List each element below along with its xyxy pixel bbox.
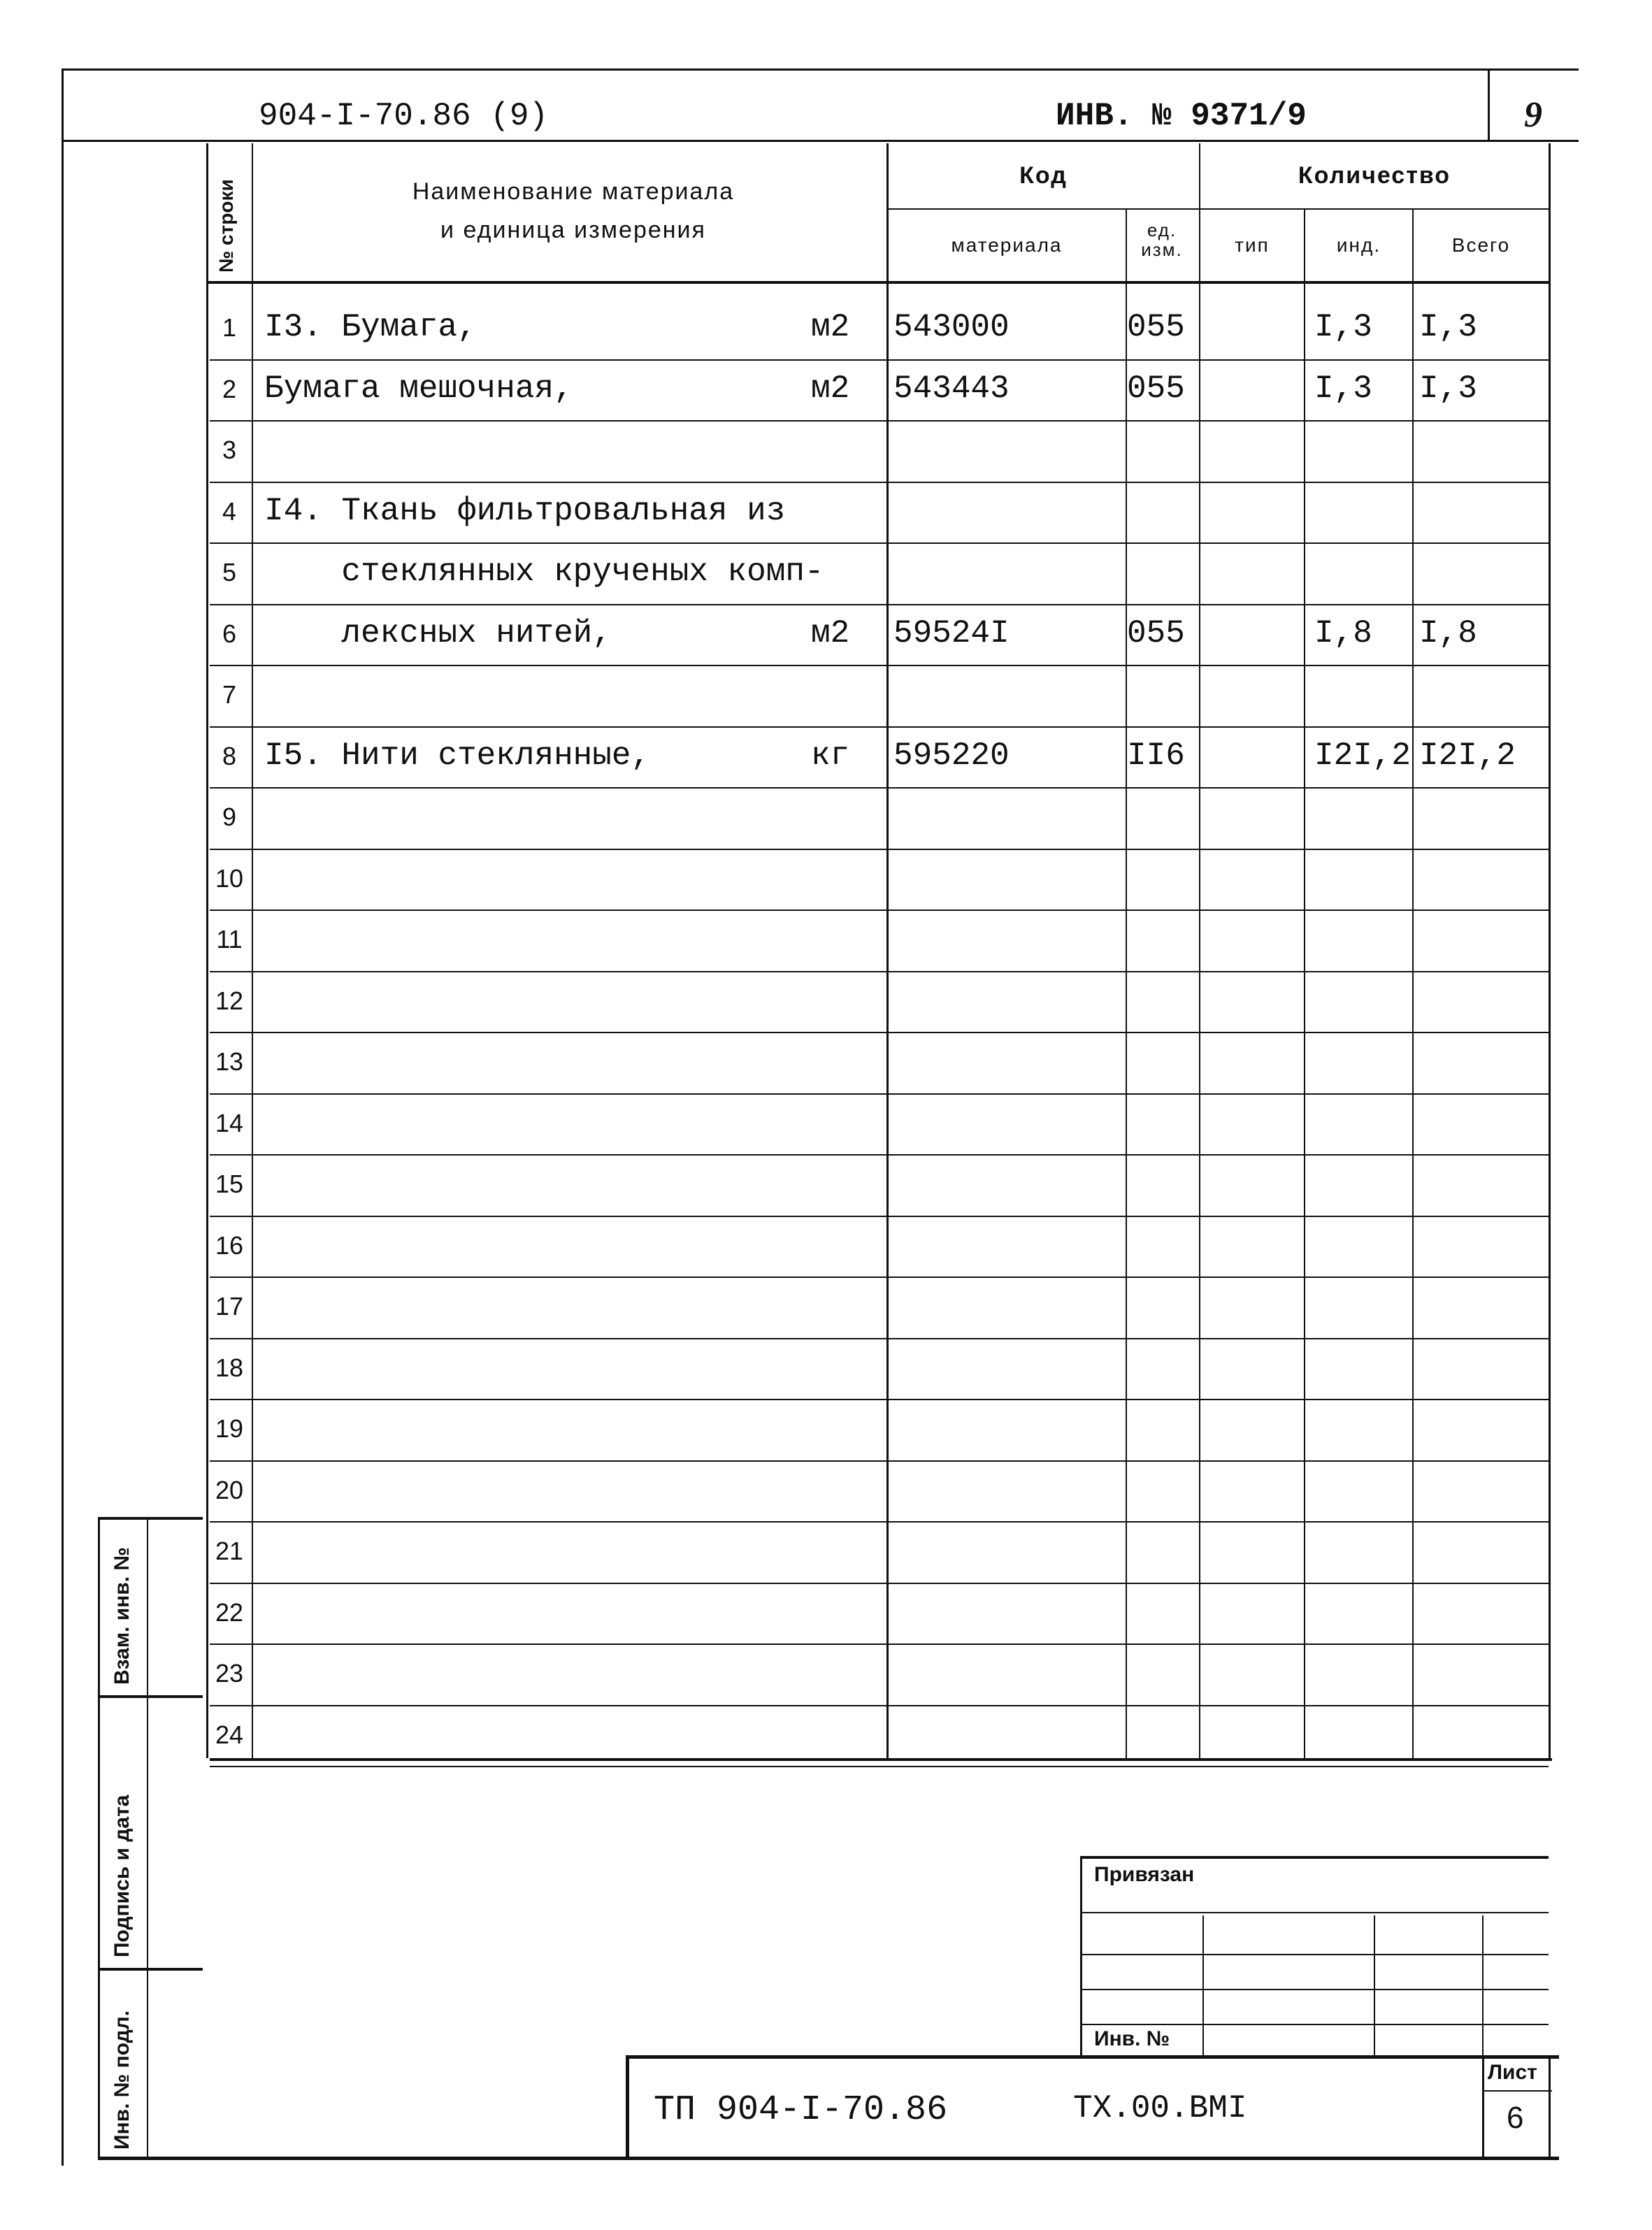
unit-code: 055	[1127, 614, 1185, 652]
row-separator	[210, 359, 1549, 361]
code-header: Код	[1019, 162, 1068, 189]
qty-total: I,3	[1419, 370, 1477, 407]
qty-ind-header: инд.	[1336, 234, 1381, 256]
row-separator	[210, 1583, 1549, 1584]
row-number: 14	[215, 1108, 244, 1137]
row-separator	[210, 1276, 1549, 1278]
material-code: 543443	[893, 370, 1010, 407]
row-separator	[210, 726, 1549, 728]
name-header-line1: Наименование материала	[412, 178, 735, 205]
row-separator	[210, 1032, 1549, 1033]
row-separator	[210, 1766, 1549, 1767]
binding-inv-label: Инв. №	[1094, 2027, 1170, 2050]
material-name: I3. Бумага,	[264, 309, 477, 345]
row-separator	[210, 604, 1549, 605]
row-number: 4	[222, 496, 237, 526]
unit-code: 055	[1127, 370, 1185, 407]
qty-header: Количество	[1298, 162, 1451, 189]
row-separator	[210, 1093, 1549, 1095]
sheet-number: 6	[1507, 2101, 1524, 2135]
row-separator	[210, 787, 1549, 789]
qty-total-header: Всего	[1451, 234, 1511, 256]
row-number: 10	[215, 863, 244, 893]
material-code: 543000	[893, 309, 1010, 345]
title-doc-number: ТП 904-I-70.86	[654, 2090, 948, 2130]
row-number: 20	[215, 1475, 244, 1504]
signature-date-label: Подпись и дата	[110, 1794, 134, 1957]
row-number: 2	[222, 374, 237, 403]
row-number: 18	[215, 1353, 244, 1382]
unit-of-measure: м2	[811, 309, 850, 345]
row-separator	[210, 849, 1549, 850]
code-material-header: материала	[951, 234, 1063, 256]
unit-of-measure: м2	[811, 370, 850, 407]
row-separator	[210, 542, 1549, 544]
row-number: 13	[215, 1047, 244, 1076]
row-number: 21	[215, 1537, 244, 1565]
inventory-number: ИНВ. № 9371/9	[1056, 98, 1307, 134]
row-separator	[210, 420, 1549, 422]
row-separator	[210, 1216, 1549, 1217]
code-unit-header: ед. изм.	[1141, 220, 1183, 260]
row-separator	[210, 1643, 1549, 1645]
row-number: 6	[222, 619, 237, 648]
unit-of-measure: кг	[811, 737, 850, 774]
name-header-line2: и единица измерения	[440, 217, 706, 243]
row-separator	[210, 1338, 1549, 1339]
row-number: 22	[215, 1597, 244, 1627]
row-number: 24	[215, 1720, 244, 1749]
row-number: 11	[216, 925, 243, 954]
material-code: 59524I	[893, 614, 1010, 652]
row-number: 3	[222, 436, 237, 464]
row-separator	[210, 971, 1549, 972]
row-number: 15	[215, 1170, 244, 1198]
row-number: 7	[222, 680, 237, 709]
row-separator	[210, 665, 1549, 666]
row-number: 12	[215, 986, 244, 1015]
row-number: 19	[215, 1414, 244, 1443]
qty-ind: I,8	[1314, 614, 1372, 652]
material-name: Бумага мешочная,	[264, 370, 573, 407]
row-separator	[210, 1154, 1549, 1156]
material-name: стеклянных крученых комп-	[264, 554, 824, 590]
replace-inv-label: Взам. инв. №	[110, 1547, 134, 1685]
row-number: 9	[222, 803, 237, 831]
qty-ind: I2I,2	[1314, 737, 1412, 774]
rownum-header: № строки	[215, 179, 237, 273]
row-number: 1	[222, 313, 237, 342]
row-number: 8	[222, 741, 237, 770]
page-mark: 9	[1524, 95, 1542, 135]
qty-total: I2I,2	[1419, 737, 1516, 774]
material-name: I4. Ткань фильтровальная из	[264, 492, 786, 529]
row-number: 23	[215, 1659, 244, 1688]
qty-ind: I,3	[1314, 370, 1372, 407]
row-separator	[210, 909, 1549, 911]
row-separator	[210, 1460, 1549, 1462]
privyazan-label: Привязан	[1094, 1863, 1195, 1886]
sheet-code: ТХ.00.ВМI	[1073, 2090, 1247, 2127]
unit-code: II6	[1127, 737, 1185, 774]
unit-of-measure: м2	[811, 614, 850, 652]
row-separator	[210, 1705, 1549, 1706]
document-code: 904-I-70.86 (9)	[259, 98, 549, 134]
qty-type-header: тип	[1235, 234, 1270, 256]
material-code: 595220	[893, 737, 1010, 774]
unit-code: 055	[1127, 309, 1185, 345]
row-number: 16	[215, 1230, 244, 1260]
material-name: I5. Нити стеклянные,	[264, 737, 651, 774]
original-inv-label: Инв. № подл.	[110, 2010, 134, 2150]
qty-total: I,8	[1419, 614, 1477, 652]
row-separator	[210, 482, 1549, 483]
qty-total: I,3	[1419, 309, 1477, 345]
row-separator	[210, 1399, 1549, 1400]
row-number: 5	[222, 558, 237, 587]
row-separator	[210, 1521, 1549, 1523]
material-name: лексных нитей,	[264, 614, 612, 652]
row-number: 17	[215, 1292, 244, 1321]
qty-ind: I,3	[1314, 309, 1372, 345]
sheet-label: Лист	[1488, 2061, 1537, 2084]
